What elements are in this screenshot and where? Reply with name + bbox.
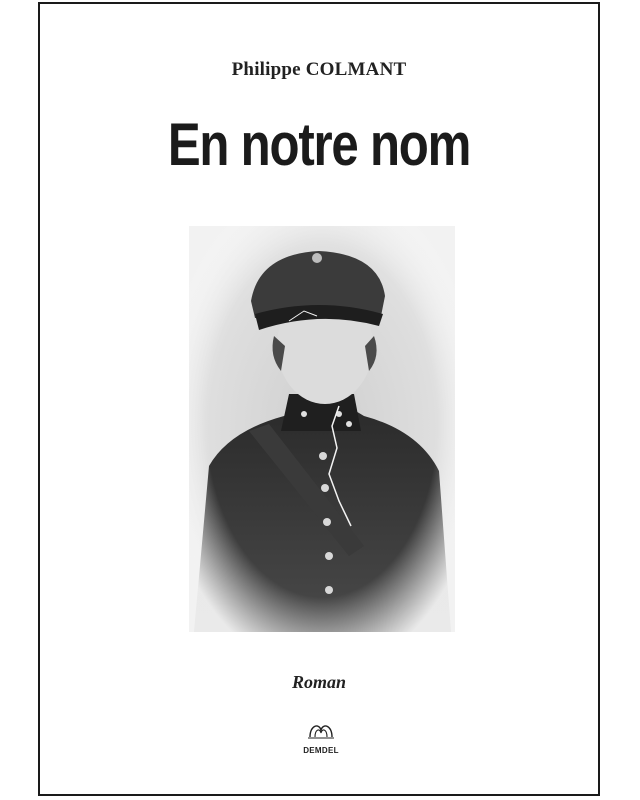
- book-cover: [38, 2, 600, 796]
- author-name: Philippe COLMANT: [231, 59, 407, 80]
- genre-label: Roman: [291, 672, 347, 692]
- publisher-name: DEMDEL: [303, 746, 339, 755]
- publisher-logo: [301, 720, 341, 755]
- cover-photo: [189, 226, 455, 632]
- book-title: En notre nom: [167, 111, 471, 178]
- publisher-monogram-icon: [307, 720, 335, 740]
